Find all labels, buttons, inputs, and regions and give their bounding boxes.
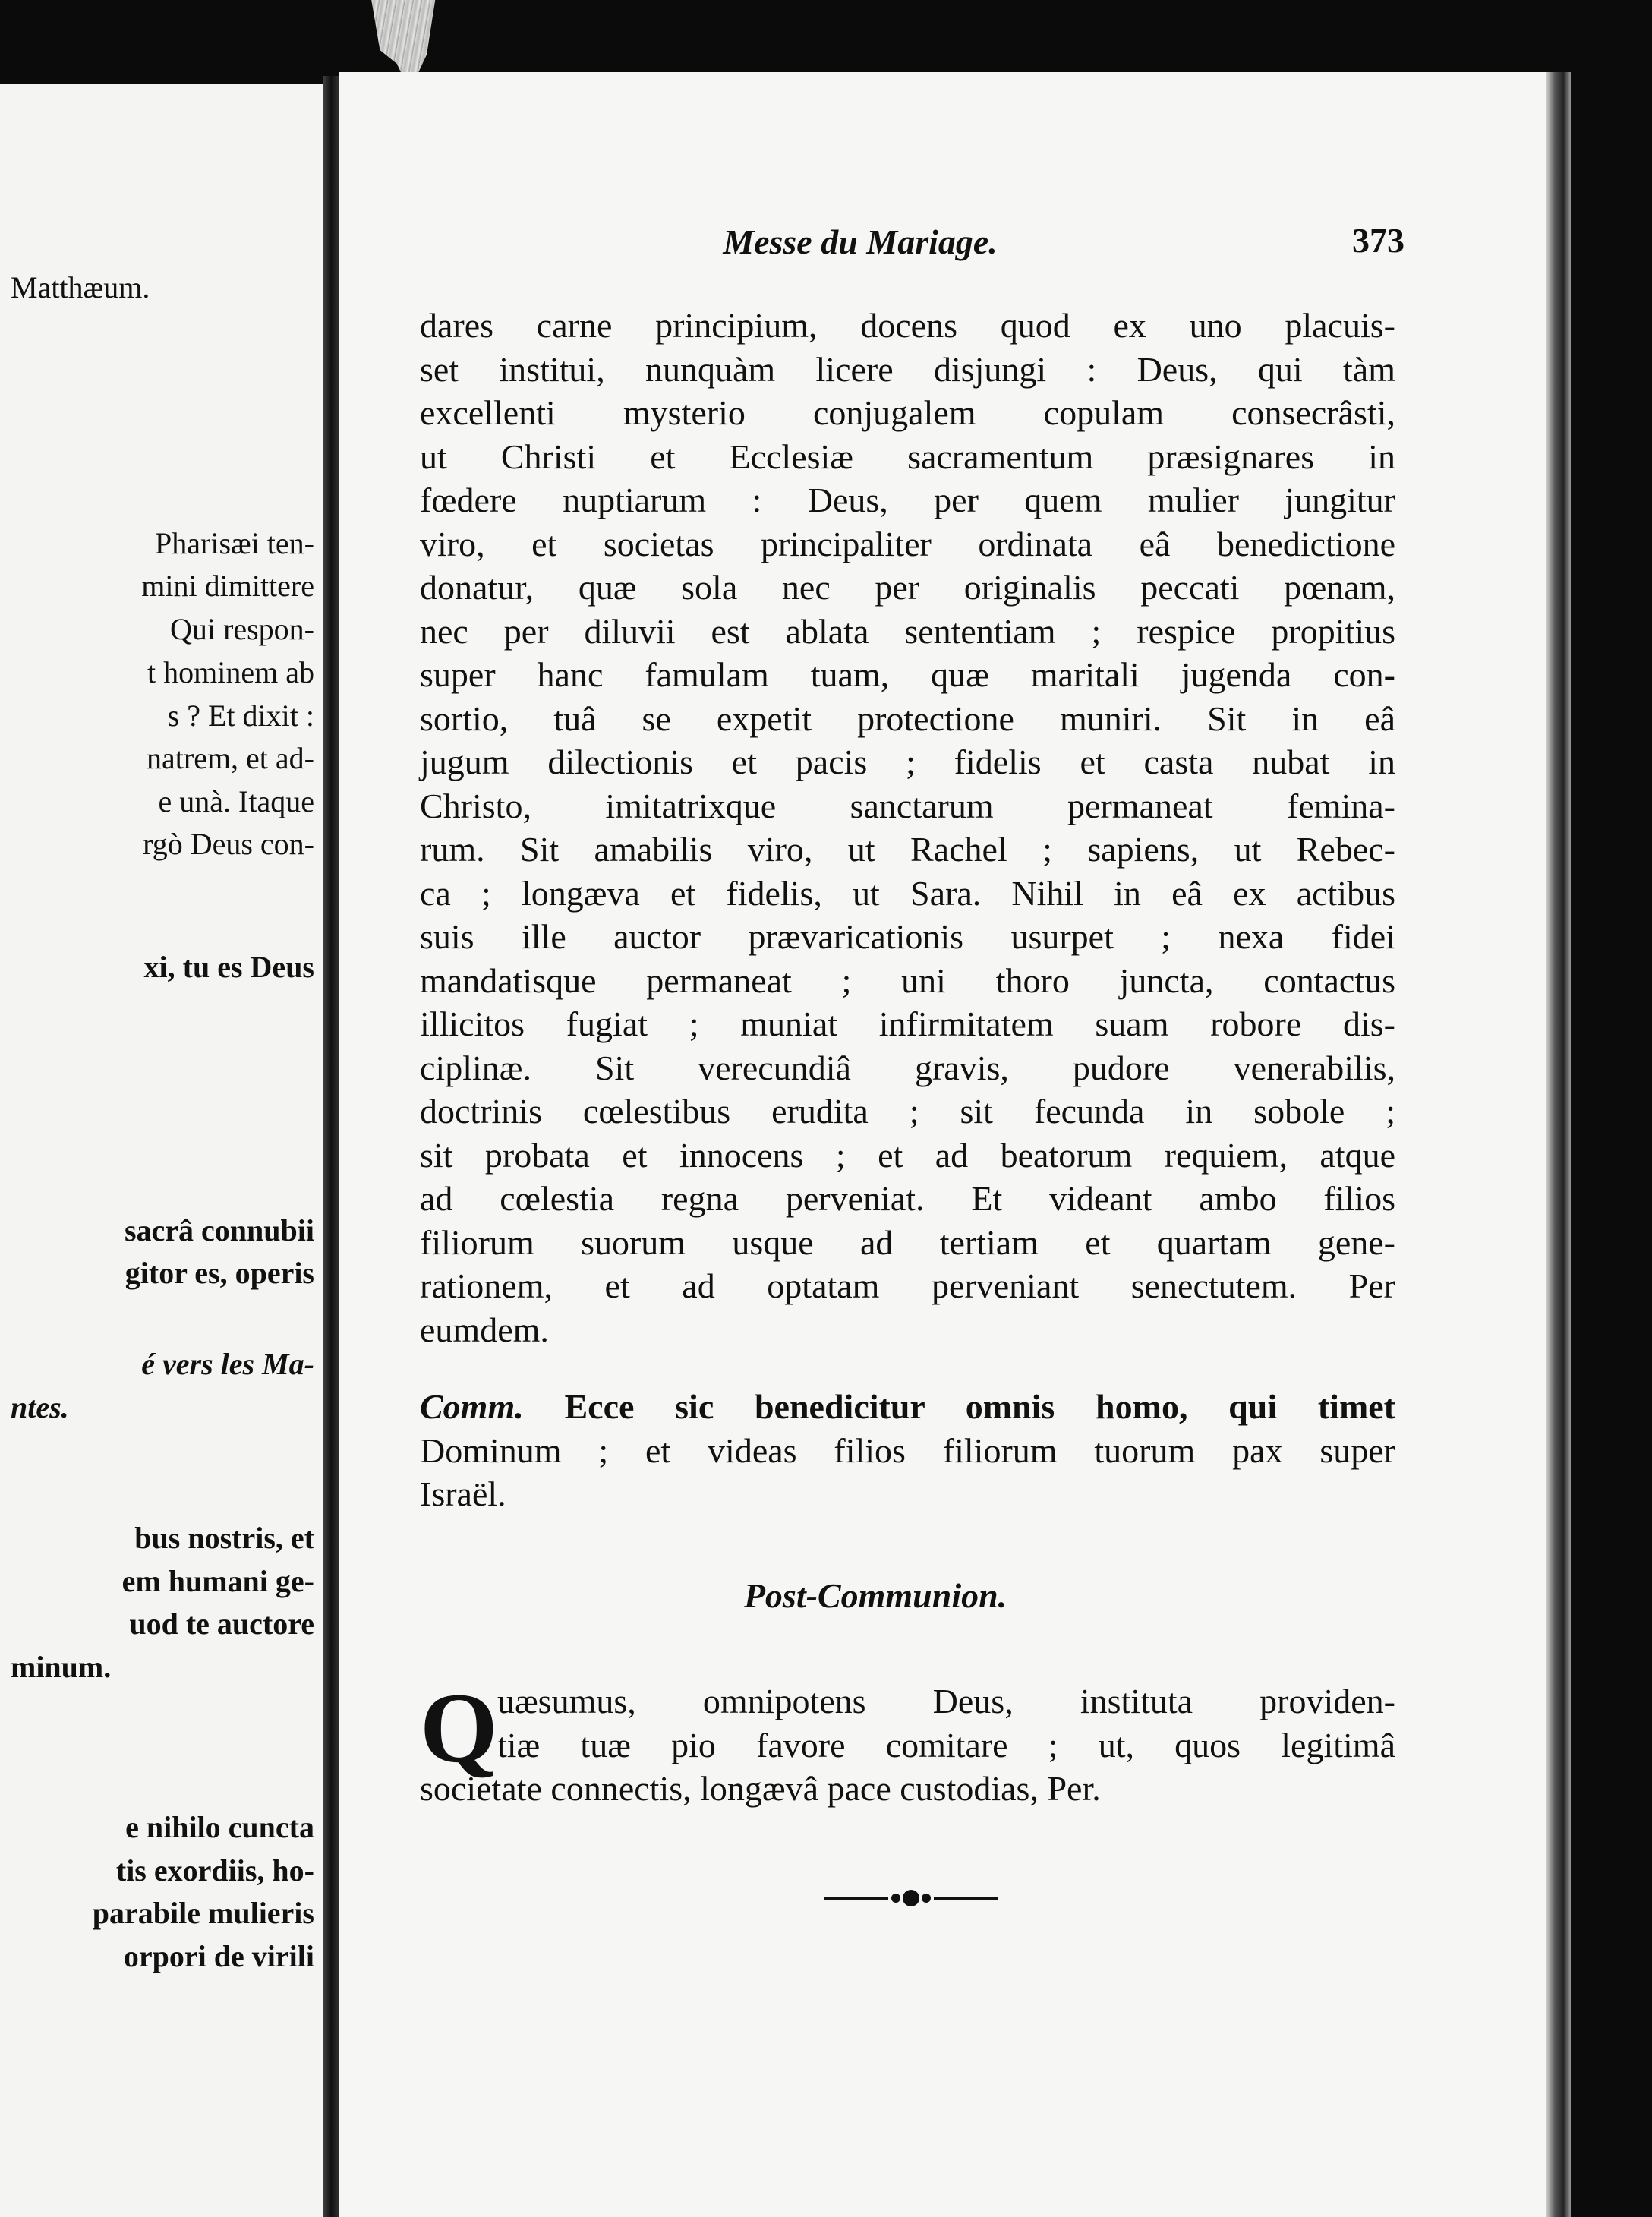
body-line: illicitos fugiat ; muniat infirmitatem suam robore dis- <box>420 1004 1395 1043</box>
book-gutter <box>323 76 339 2217</box>
body-line: ca ; longæva et fidelis, ut Sara. Nihil in eâ ex actibus <box>420 873 1395 913</box>
body-line: jugum dilectionis et pacis ; fidelis et casta nubat in <box>420 743 1395 781</box>
communion-line-2: Dominum ; et videas filios filiorum tuorum pax super <box>420 1430 1395 1470</box>
post-communion-line-1: uæsumus, omnipotens Deus, instituta providen- <box>497 1682 1395 1720</box>
body-line: Christo, imitatrixque sanctarum permaneat femina- <box>420 786 1395 825</box>
left-page-line: minum. <box>11 1650 112 1684</box>
left-page-line: Pharisæi ten- <box>155 526 314 560</box>
left-page-line: Qui respon- <box>170 612 314 646</box>
left-page-line: parabile mulieris <box>92 1896 314 1930</box>
body-line: mandatisque permaneat ; uni thoro juncta, contactus <box>420 960 1395 1000</box>
left-page-line: e nihilo cuncta <box>125 1810 314 1844</box>
body-line: eumdem. <box>420 1310 549 1349</box>
communion-line-3: Israël. <box>420 1474 506 1513</box>
left-facing-page <box>0 84 323 2217</box>
body-line: ad cœlestia regna perveniat. Et videant ambo filios <box>420 1179 1395 1218</box>
post-communion-line-2: tiæ tuæ pio favore comitare ; ut, quos legitimâ <box>497 1725 1395 1764</box>
communion-antiphon <box>420 1385 1395 1516</box>
body-line: nec per diluvii est ablata sententiam ; respice propitius <box>420 611 1395 651</box>
left-page-line: tis exordiis, ho- <box>115 1853 314 1887</box>
left-page-line: mini dimittere <box>141 569 314 603</box>
body-line: set institui, nunquàm licere disjungi : Deus, qui tàm <box>420 349 1395 389</box>
end-ornament-icon <box>816 1883 1006 1913</box>
left-page-line: s ? Et dixit : <box>167 699 314 733</box>
body-line: fœdere nuptiarum : Deus, per quem mulier jungitur <box>420 481 1395 519</box>
body-line: donatur, quæ sola nec per originalis peccati pœnam, <box>420 568 1395 607</box>
running-head: Messe du Mariage. <box>723 222 998 261</box>
body-line: excellenti mysterio conjugalem copulam consecrâsti, <box>420 393 1395 432</box>
body-line: rationem, et ad optatam perveniant senectutem. Per <box>420 1266 1395 1305</box>
communion-label: Comm. <box>420 1387 524 1426</box>
body-line: viro, et societas principaliter ordinata eâ benedictione <box>420 524 1395 563</box>
left-page-line: ntes. <box>11 1390 69 1424</box>
body-line: suis ille auctor prævaricationis usurpet ; nexa fidei <box>420 917 1395 956</box>
body-line: rum. Sit amabilis viro, ut Rachel ; sapiens, ut Rebec- <box>420 830 1395 869</box>
collect-prayer-text <box>420 304 1395 1351</box>
left-page-line: t hominem ab <box>147 655 314 689</box>
left-page-line: gitor es, operis <box>125 1256 314 1290</box>
left-page-line: é vers les Ma- <box>141 1347 314 1381</box>
post-communion-text <box>420 1672 1395 1811</box>
left-page-line: Matthæum. <box>11 270 150 304</box>
body-line: ciplinæ. Sit verecundiâ gravis, pudore venerabilis, <box>420 1048 1395 1087</box>
body-line: filiorum suorum usque ad tertiam et quartam gene- <box>420 1222 1395 1262</box>
left-page-line: natrem, et ad- <box>147 741 314 775</box>
page-number: 373 <box>1352 221 1405 260</box>
body-line: doctrinis cœlestibus erudita ; sit fecunda in sobole ; <box>420 1092 1395 1131</box>
body-line: sit probata et innocens ; et ad beatorum requiem, atque <box>420 1135 1395 1175</box>
left-page-line: sacrâ connubii <box>124 1213 314 1247</box>
body-line: super hanc famulam tuam, quæ maritali jugenda con- <box>420 655 1395 694</box>
left-page-line: e unà. Itaque <box>158 784 314 818</box>
left-page-line: orpori de virili <box>123 1939 314 1973</box>
left-page-line: em humani ge- <box>121 1564 314 1598</box>
post-communion-line-3: societate connectis, longævâ pace custodias, Per. <box>420 1769 1101 1808</box>
page-edge-shadow <box>1546 72 1571 2217</box>
body-line: ut Christi et Ecclesiæ sacramentum præsignares in <box>420 437 1395 476</box>
left-page-line: xi, tu es Deus <box>143 950 314 984</box>
communion-line-1: Ecce sic benedicitur omnis homo, qui timet <box>564 1387 1395 1426</box>
body-line: sortio, tuâ se expetit protectione muniri. Sit in eâ <box>420 699 1395 738</box>
left-page-line: bus nostris, et <box>134 1521 314 1555</box>
post-communion-title: Post-Communion. <box>743 1576 1007 1615</box>
left-page-line: uod te auctore <box>129 1607 314 1641</box>
left-page-line: rgò Deus con- <box>143 827 314 861</box>
body-line: dares carne principium, docens quod ex uno placuis- <box>420 306 1395 345</box>
drop-cap: Q <box>420 1672 498 1783</box>
